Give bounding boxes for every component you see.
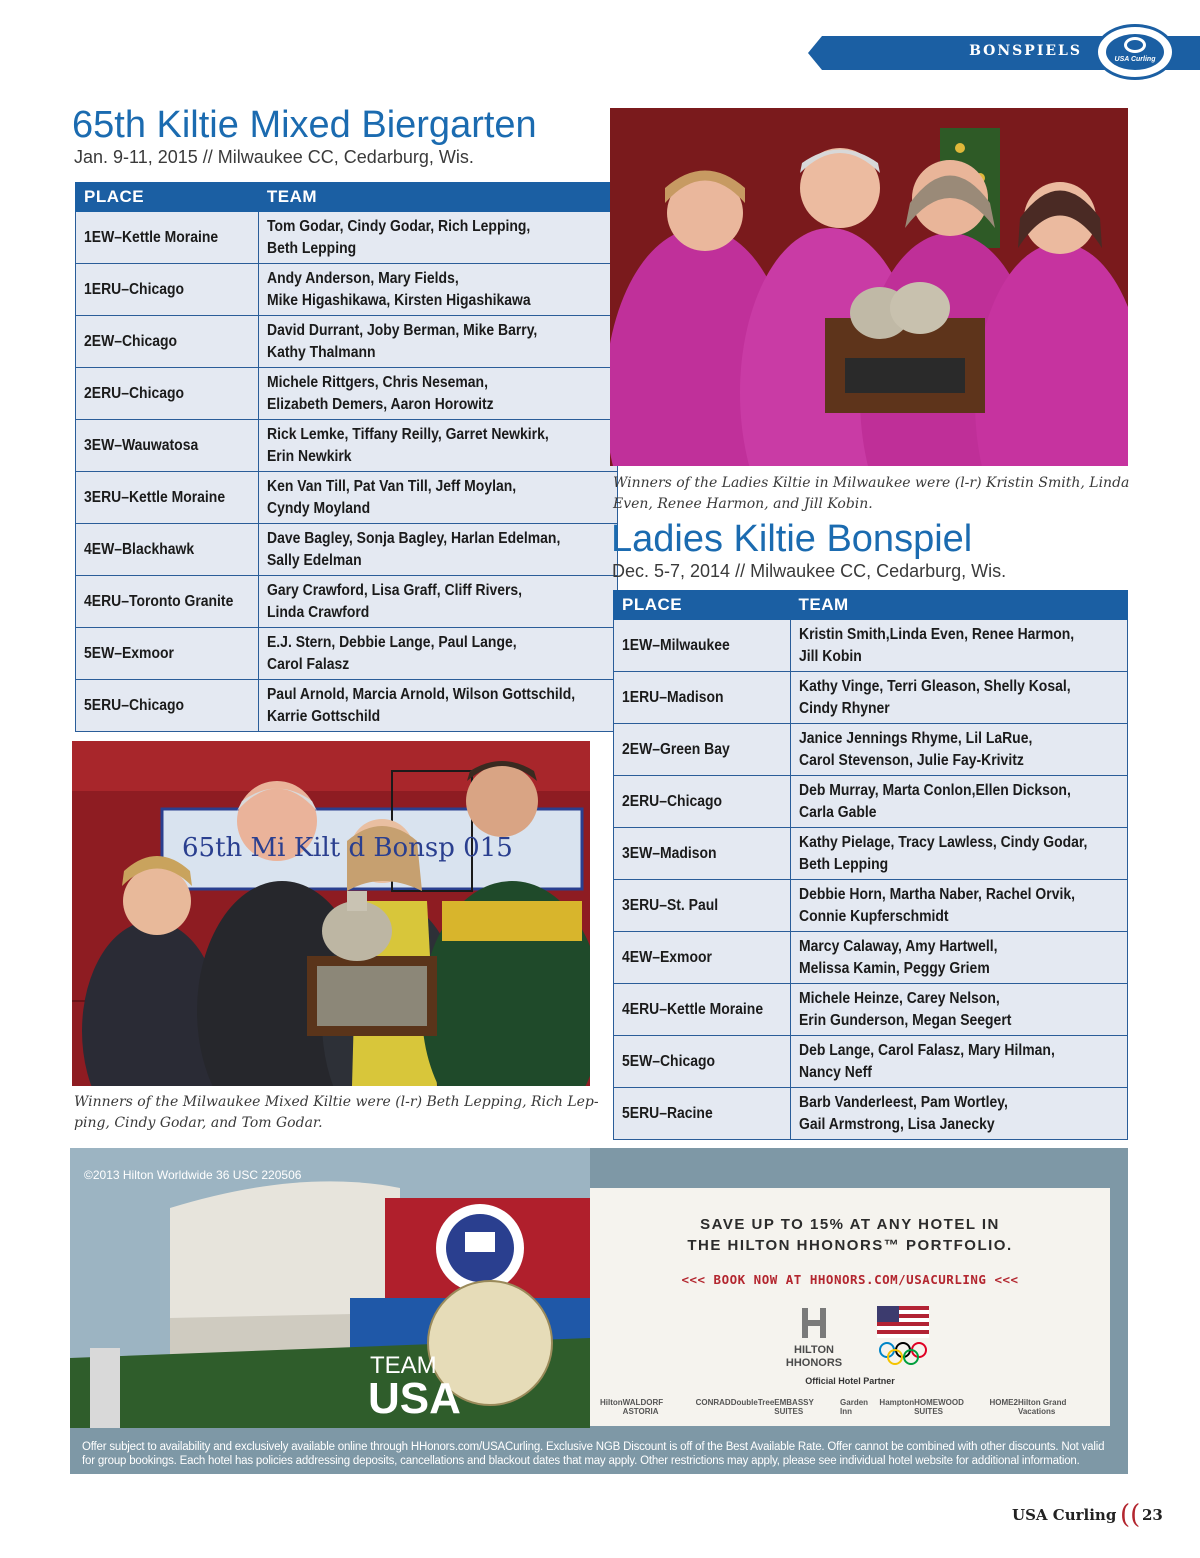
place-text: 2EW–Chicago — [84, 332, 178, 350]
page-number: 23 — [1142, 1506, 1163, 1524]
svg-text:USA: USA — [368, 1374, 461, 1423]
logo-emblem — [1106, 34, 1164, 70]
caption-line: Even, Renee Harmon, and Jill Kobin. — [613, 496, 873, 512]
team-members-line: Paul Arnold, Marcia Arnold, Wilson Gottschild, — [266, 685, 576, 703]
place-text: 2EW–Green Bay — [622, 740, 730, 758]
brand-logo: Hilton Grand Vacations — [1017, 1398, 1067, 1416]
team-members-line: Carol Falasz — [266, 655, 350, 673]
place-text: 1ERU–Chicago — [84, 280, 185, 298]
team-members-line: Melissa Kamin, Peggy Griem — [798, 959, 990, 977]
table-row — [76, 628, 618, 680]
brand-logo: CONRAD — [695, 1398, 731, 1407]
place-text: 1ERU–Madison — [622, 688, 724, 706]
team-members-line: David Durrant, Joby Berman, Mike Barry, — [266, 321, 538, 339]
hilton-advertisement[interactable] — [70, 1148, 1128, 1474]
caption-line: Winners of the Milwaukee Mixed Kiltie were (l-r) Beth Lepping, Rich Lep- — [74, 1094, 599, 1110]
ad-offer-card — [590, 1188, 1110, 1426]
team-cell — [790, 620, 1127, 672]
team-cell — [790, 932, 1127, 984]
svg-text:65th Mi Kilt d Bonsp 0: 65th Mi Kilt d Bonsp 015 — [182, 833, 513, 863]
team-members-line: Karrie Gottschild — [266, 707, 381, 725]
team-members-line: Barb Vanderleest, Pam Wortley, — [798, 1093, 1008, 1111]
brand-logo: HOME2 — [989, 1398, 1018, 1407]
brand-logo: HOMEWOOD SUITES — [914, 1398, 964, 1416]
place-cell — [614, 620, 791, 672]
ad-headline — [590, 1214, 1110, 1256]
place-cell — [614, 1036, 791, 1088]
disclaimer-line: for group bookings. Each hotel has policies addressing deposits, cancellations and blackout dates that may apply. Other restrictions may apply, please see individual hotel website for additional information. — [82, 1455, 1080, 1467]
table-row — [614, 776, 1128, 828]
team-members-line: Cyndy Moyland — [266, 499, 371, 517]
ladies-title: Ladies Kiltie Bonspiel — [611, 518, 973, 560]
place-text: 1EW–Milwaukee — [622, 636, 730, 654]
team-cell — [258, 524, 617, 576]
team-members-line: Sally Edelman — [266, 551, 362, 569]
place-text: 5EW–Chicago — [622, 1052, 716, 1070]
ad-headline-line: SAVE UP TO 15% AT ANY HOTEL IN — [700, 1216, 1000, 1233]
hhonors-text: HILTON — [794, 1344, 834, 1356]
disclaimer-line: Offer subject to availability and exclusively available online through HHonors.com/USACurling. Exclusive NGB Discount is off of the Best Available Rate. Offer cannot be combined with other discounts. Not valid — [82, 1441, 1105, 1453]
team-cell — [258, 576, 617, 628]
team-members-line: Connie Kupferschmidt — [798, 907, 949, 925]
table-header-row — [614, 591, 1128, 620]
table-row — [76, 212, 618, 264]
team-members-line: Debbie Horn, Martha Naber, Rachel Orvik, — [798, 885, 1075, 903]
table-row — [76, 316, 618, 368]
team-members-line: Erin Newkirk — [266, 447, 352, 465]
team-members-line: Linda Crawford — [266, 603, 370, 621]
place-cell — [76, 316, 259, 368]
place-cell — [76, 368, 259, 420]
mixed-title: 65th Kiltie Mixed Biergarten — [72, 104, 537, 146]
table-row — [76, 524, 618, 576]
mixed-results-table — [75, 182, 618, 732]
column-header-place: PLACE — [76, 183, 259, 212]
team-members-line: Kathy Pielage, Tracy Lawless, Cindy Godar, — [798, 833, 1087, 851]
column-header-team: TEAM — [258, 183, 617, 212]
us-olympic-flag-icon — [875, 1306, 931, 1370]
team-members-line: Beth Lepping — [266, 239, 357, 257]
team-cell — [790, 1036, 1127, 1088]
team-members-line: Kristin Smith,Linda Even, Renee Harmon, — [798, 625, 1074, 643]
place-cell — [76, 472, 259, 524]
place-text: 1EW–Kettle Moraine — [84, 228, 219, 246]
brand-logos-row — [600, 1398, 1100, 1416]
place-cell — [614, 984, 791, 1036]
team-members-line: Dave Bagley, Sonja Bagley, Harlan Edelman, — [266, 529, 561, 547]
team-cell — [258, 212, 617, 264]
place-cell — [76, 264, 259, 316]
team-cell — [790, 880, 1127, 932]
place-text: 3EW–Wauwatosa — [84, 436, 199, 454]
table-row — [76, 420, 618, 472]
place-cell — [614, 724, 791, 776]
table-row — [614, 1036, 1128, 1088]
team-members-line: Carla Gable — [798, 803, 877, 821]
table-row — [76, 264, 618, 316]
section-label: BONSPIELS — [969, 43, 1082, 59]
publication-name: USA Curling — [1012, 1506, 1117, 1524]
svg-text:TEAM: TEAM — [370, 1352, 437, 1379]
usa-curling-logo — [1095, 24, 1175, 80]
curling-mark-icon: (( — [1120, 1500, 1141, 1530]
brand-logo: DoubleTree — [730, 1398, 775, 1407]
team-members-line: Erin Gunderson, Megan Seegert — [798, 1011, 1011, 1029]
ad-headline-line: THE HILTON HHONORS™ PORTFOLIO. — [687, 1237, 1013, 1254]
team-cell — [790, 1088, 1127, 1140]
caption-line: Winners of the Ladies Kiltie in Milwaukee were (l-r) Kristin Smith, Linda — [613, 475, 1130, 491]
team-members-line: Nancy Neff — [798, 1063, 872, 1081]
team-cell — [258, 628, 617, 680]
place-text: 5ERU–Chicago — [84, 696, 185, 714]
table-row — [614, 620, 1128, 672]
logo-text: USA Curling — [1114, 56, 1156, 63]
place-text: 4ERU–Toronto Granite — [84, 592, 234, 610]
table-row — [614, 984, 1128, 1036]
table-row — [614, 1088, 1128, 1140]
mixed-winners-photo — [72, 741, 590, 1086]
ladies-photo-caption — [613, 473, 1129, 515]
table-row — [614, 724, 1128, 776]
team-members-line: Cindy Rhyner — [798, 699, 890, 717]
team-members-line: Michele Heinze, Carey Nelson, — [798, 989, 1000, 1007]
column-header-team: TEAM — [790, 591, 1127, 620]
hhonors-h-icon — [794, 1306, 834, 1340]
table-row — [614, 880, 1128, 932]
place-text: 2ERU–Chicago — [622, 792, 723, 810]
team-members-line: Gary Crawford, Lisa Graff, Cliff Rivers, — [266, 581, 522, 599]
ladies-winners-photo — [610, 108, 1128, 466]
place-text: 4ERU–Kettle Moraine — [622, 1000, 764, 1018]
logo-ring-icon — [1124, 37, 1146, 53]
team-cell — [258, 420, 617, 472]
team-cell — [790, 984, 1127, 1036]
brand-logo: EMBASSY SUITES — [774, 1398, 814, 1416]
place-cell — [614, 1088, 791, 1140]
place-text: 2ERU–Chicago — [84, 384, 185, 402]
table-row — [76, 576, 618, 628]
brand-logo: Hampton — [879, 1398, 915, 1407]
column-header-place: PLACE — [614, 591, 791, 620]
place-cell — [76, 628, 259, 680]
team-members-line: Gail Armstrong, Lisa Janecky — [798, 1115, 995, 1133]
team-members-line: Rick Lemke, Tiffany Reilly, Garret Newkirk, — [266, 425, 549, 443]
place-text: 5ERU–Racine — [622, 1104, 713, 1122]
ad-book-link[interactable]: <<< BOOK NOW AT HHONORS.COM/USACURLING <<< — [681, 1272, 1019, 1287]
table-row — [614, 932, 1128, 984]
table-row — [614, 672, 1128, 724]
team-cell — [258, 680, 617, 732]
mixed-photo-caption — [74, 1092, 599, 1134]
place-text: 5EW–Exmoor — [84, 644, 174, 662]
ladies-results-table — [613, 590, 1128, 1140]
place-cell — [76, 420, 259, 472]
place-cell — [76, 576, 259, 628]
place-text: 3ERU–Kettle Moraine — [84, 488, 226, 506]
table-row — [614, 828, 1128, 880]
table-header-row — [76, 183, 618, 212]
team-members-line: Deb Lange, Carol Falasz, Mary Hilman, — [798, 1041, 1055, 1059]
ladies-subtitle: Dec. 5-7, 2014 // Milwaukee CC, Cedarburg, Wis. — [612, 561, 1007, 581]
team-members-line: Janice Jennings Rhyme, Lil LaRue, — [798, 729, 1032, 747]
place-cell — [614, 672, 791, 724]
place-cell — [76, 212, 259, 264]
team-members-line: Jill Kobin — [798, 647, 862, 665]
place-cell — [614, 776, 791, 828]
official-partner-label: Official Hotel Partner — [805, 1376, 895, 1386]
team-members-line: Mike Higashikawa, Kirsten Higashikawa — [266, 291, 531, 309]
ad-disclaimer — [82, 1440, 1116, 1468]
place-cell — [614, 932, 791, 984]
team-members-line: Carol Stevenson, Julie Fay-Krivitz — [798, 751, 1024, 769]
team-members-line: Kathy Vinge, Terri Gleason, Shelly Kosal, — [798, 677, 1071, 695]
mixed-subtitle: Jan. 9-11, 2015 // Milwaukee CC, Cedarburg, Wis. — [74, 147, 474, 167]
team-members-line: Marcy Calaway, Amy Hartwell, — [798, 937, 998, 955]
team-members-line: Andy Anderson, Mary Fields, — [266, 269, 459, 287]
team-cell — [258, 368, 617, 420]
ad-copyright: ©2013 Hilton Worldwide 36 USC 220506 — [84, 1168, 302, 1182]
hilton-hhonors-logo — [774, 1306, 854, 1370]
place-cell — [614, 880, 791, 932]
team-cell — [790, 828, 1127, 880]
table-row — [76, 680, 618, 732]
team-cell — [258, 472, 617, 524]
hhonors-text: HHONORS — [785, 1357, 843, 1369]
brand-logo: Hilton — [600, 1398, 623, 1407]
table-row — [76, 472, 618, 524]
team-members-line: Beth Lepping — [798, 855, 888, 873]
team-members-line: Tom Godar, Cindy Godar, Rich Lepping, — [266, 217, 531, 235]
place-cell — [614, 828, 791, 880]
team-cell — [790, 724, 1127, 776]
team-members-line: Michele Rittgers, Chris Neseman, — [266, 373, 488, 391]
team-cell — [790, 672, 1127, 724]
place-text: 4EW–Exmoor — [622, 948, 712, 966]
team-members-line: E.J. Stern, Debbie Lange, Paul Lange, — [266, 633, 517, 651]
team-members-line: Ken Van Till, Pat Van Till, Jeff Moylan, — [266, 477, 517, 495]
place-cell — [76, 524, 259, 576]
place-text: 3EW–Madison — [622, 844, 717, 862]
table-row — [76, 368, 618, 420]
team-members-line: Deb Murray, Marta Conlon,Ellen Dickson, — [798, 781, 1071, 799]
team-cell — [258, 264, 617, 316]
team-cell — [258, 316, 617, 368]
team-cell — [790, 776, 1127, 828]
team-members-line: Kathy Thalmann — [266, 343, 376, 361]
brand-logo: WALDORF ASTORIA — [622, 1398, 664, 1416]
caption-line: ping, Cindy Godar, and Tom Godar. — [74, 1115, 323, 1131]
place-cell — [76, 680, 259, 732]
place-text: 4EW–Blackhawk — [84, 540, 195, 558]
place-text: 3ERU–St. Paul — [622, 896, 719, 914]
team-members-line: Elizabeth Demers, Aaron Horowitz — [266, 395, 494, 413]
brand-logo: Garden Inn — [840, 1398, 869, 1416]
